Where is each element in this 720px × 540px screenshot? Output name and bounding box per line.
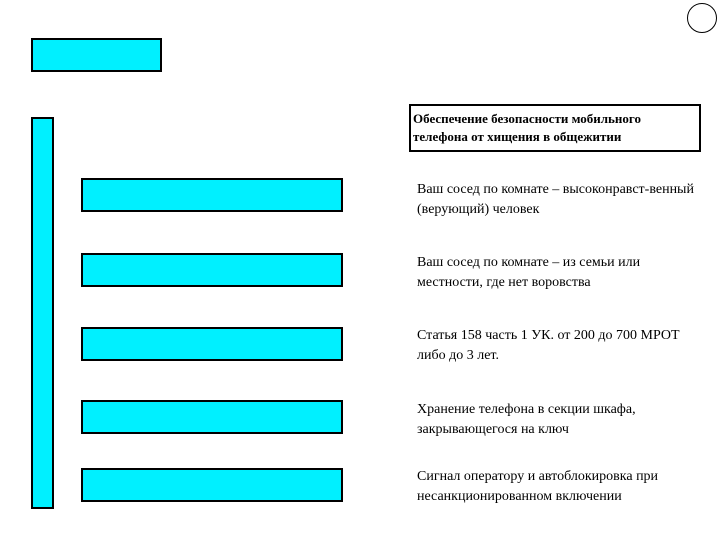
item-text-1: Ваш сосед по комнате – высоконравст-венный (верующий) человек xyxy=(417,182,694,217)
item-text-2: Ваш сосед по комнате – из семьи или местности, где нет воровства xyxy=(417,255,641,290)
diagram-title: Обеспечение безопасности мобильного телефона от хищения в общежитии xyxy=(409,104,701,152)
circle-icon xyxy=(687,3,717,33)
item-box-4 xyxy=(81,400,343,434)
item-box-5 xyxy=(81,468,343,502)
item-text-5: Сигнал оператору и автоблокировка при несанкционированном включении xyxy=(417,469,659,504)
item-box-2 xyxy=(81,253,343,287)
top-header-box xyxy=(31,38,162,72)
item-box-3 xyxy=(81,327,343,361)
item-box-1 xyxy=(81,178,343,212)
item-text-3: Статья 158 часть 1 УК. от 200 до 700 МРОТ либо до 3 лет. xyxy=(417,328,680,363)
vertical-connector-bar xyxy=(31,117,54,509)
item-text-4: Хранение телефона в секции шкафа, закрывающегося на ключ xyxy=(417,402,636,437)
